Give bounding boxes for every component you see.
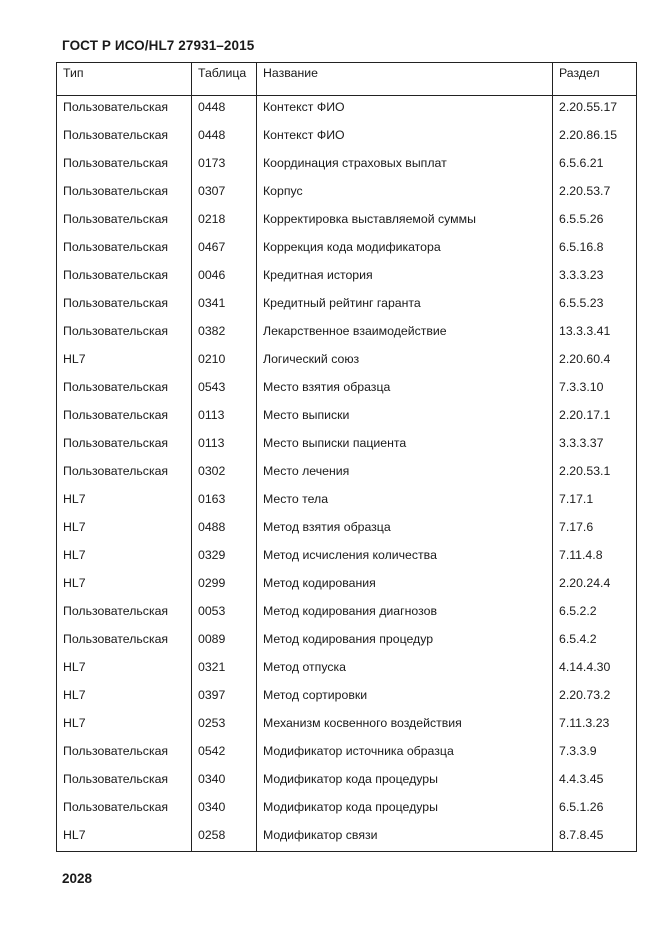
- cell-table-code: 0340: [192, 768, 257, 796]
- cell-name: Метод кодирования процедур: [257, 628, 553, 656]
- cell-type: Пользовательская: [57, 264, 192, 292]
- column-header-table: Таблица: [192, 63, 257, 96]
- cell-table-code: 0299: [192, 572, 257, 600]
- table-row: [57, 740, 637, 768]
- cell-table-code: 0382: [192, 320, 257, 348]
- cell-section: 6.5.16.8: [553, 236, 637, 264]
- cell-type: HL7: [57, 488, 192, 516]
- cell-table-code: 0488: [192, 516, 257, 544]
- table-body: [57, 96, 637, 852]
- cell-table-code: 0173: [192, 152, 257, 180]
- cell-section: 2.20.17.1: [553, 404, 637, 432]
- cell-section: 6.5.2.2: [553, 600, 637, 628]
- cell-type: Пользовательская: [57, 96, 192, 124]
- table-row: [57, 432, 637, 460]
- cell-name: Метод кодирования диагнозов: [257, 600, 553, 628]
- cell-table-code: 0329: [192, 544, 257, 572]
- cell-type: Пользовательская: [57, 376, 192, 404]
- cell-name: Место лечения: [257, 460, 553, 488]
- cell-section: 8.7.8.45: [553, 824, 637, 852]
- cell-name: Метод взятия образца: [257, 516, 553, 544]
- cell-table-code: 0218: [192, 208, 257, 236]
- cell-name: Корпус: [257, 180, 553, 208]
- cell-table-code: 0113: [192, 432, 257, 460]
- table-row: [57, 684, 637, 712]
- tables-index-table: [56, 62, 637, 852]
- cell-type: Пользовательская: [57, 432, 192, 460]
- cell-section: 6.5.5.26: [553, 208, 637, 236]
- cell-table-code: 0053: [192, 600, 257, 628]
- cell-section: 3.3.3.23: [553, 264, 637, 292]
- cell-table-code: 0321: [192, 656, 257, 684]
- cell-name: Модификатор связи: [257, 824, 553, 852]
- cell-name: Кредитный рейтинг гаранта: [257, 292, 553, 320]
- cell-name: Модификатор кода процедуры: [257, 768, 553, 796]
- cell-table-code: 0113: [192, 404, 257, 432]
- cell-section: 2.20.73.2: [553, 684, 637, 712]
- cell-name: Место взятия образца: [257, 376, 553, 404]
- table-row: [57, 404, 637, 432]
- cell-section: 7.17.6: [553, 516, 637, 544]
- cell-section: 2.20.53.1: [553, 460, 637, 488]
- cell-type: Пользовательская: [57, 796, 192, 824]
- cell-name: Механизм косвенного воздействия: [257, 712, 553, 740]
- cell-name: Модификатор кода процедуры: [257, 796, 553, 824]
- table-row: [57, 236, 637, 264]
- table-row: [57, 656, 637, 684]
- cell-table-code: 0448: [192, 96, 257, 124]
- cell-section: 2.20.55.17: [553, 96, 637, 124]
- cell-name: Метод сортировки: [257, 684, 553, 712]
- cell-name: Кредитная история: [257, 264, 553, 292]
- cell-type: Пользовательская: [57, 600, 192, 628]
- cell-table-code: 0341: [192, 292, 257, 320]
- cell-type: HL7: [57, 516, 192, 544]
- cell-table-code: 0542: [192, 740, 257, 768]
- cell-section: 2.20.24.4: [553, 572, 637, 600]
- cell-name: Контекст ФИО: [257, 124, 553, 152]
- cell-table-code: 0258: [192, 824, 257, 852]
- cell-name: Контекст ФИО: [257, 96, 553, 124]
- cell-type: Пользовательская: [57, 124, 192, 152]
- cell-section: 4.14.4.30: [553, 656, 637, 684]
- cell-section: 2.20.53.7: [553, 180, 637, 208]
- cell-type: Пользовательская: [57, 152, 192, 180]
- cell-name: Место выписки: [257, 404, 553, 432]
- table-row: [57, 264, 637, 292]
- cell-name: Координация страховых выплат: [257, 152, 553, 180]
- page-number: 2028: [62, 871, 93, 886]
- table-row: [57, 544, 637, 572]
- cell-type: Пользовательская: [57, 208, 192, 236]
- cell-table-code: 0046: [192, 264, 257, 292]
- table-row: [57, 488, 637, 516]
- cell-table-code: 0210: [192, 348, 257, 376]
- table-row: [57, 152, 637, 180]
- cell-type: HL7: [57, 656, 192, 684]
- cell-name: Лекарственное взаимодействие: [257, 320, 553, 348]
- cell-section: 7.17.1: [553, 488, 637, 516]
- column-header-name: Название: [257, 63, 553, 96]
- table-row: [57, 180, 637, 208]
- table-row: [57, 572, 637, 600]
- cell-name: Коррекция кода модификатора: [257, 236, 553, 264]
- cell-type: Пользовательская: [57, 404, 192, 432]
- cell-section: 13.3.3.41: [553, 320, 637, 348]
- cell-section: 6.5.1.26: [553, 796, 637, 824]
- document-header: ГОСТ Р ИСО/HL7 27931–2015: [62, 38, 255, 53]
- cell-table-code: 0543: [192, 376, 257, 404]
- cell-table-code: 0089: [192, 628, 257, 656]
- table-row: [57, 460, 637, 488]
- table-row: [57, 516, 637, 544]
- table-row: [57, 208, 637, 236]
- cell-section: 6.5.4.2: [553, 628, 637, 656]
- table-row: [57, 824, 637, 852]
- cell-table-code: 0397: [192, 684, 257, 712]
- table-row: [57, 768, 637, 796]
- cell-section: 7.3.3.9: [553, 740, 637, 768]
- cell-type: Пользовательская: [57, 628, 192, 656]
- cell-type: HL7: [57, 572, 192, 600]
- cell-type: HL7: [57, 544, 192, 572]
- cell-section: 7.11.3.23: [553, 712, 637, 740]
- cell-type: Пользовательская: [57, 236, 192, 264]
- cell-name: Метод кодирования: [257, 572, 553, 600]
- cell-name: Метод отпуска: [257, 656, 553, 684]
- cell-section: 6.5.5.23: [553, 292, 637, 320]
- cell-table-code: 0307: [192, 180, 257, 208]
- cell-type: Пользовательская: [57, 460, 192, 488]
- cell-type: Пользовательская: [57, 768, 192, 796]
- cell-type: HL7: [57, 824, 192, 852]
- cell-section: 4.4.3.45: [553, 768, 637, 796]
- cell-type: Пользовательская: [57, 740, 192, 768]
- cell-type: Пользовательская: [57, 292, 192, 320]
- cell-table-code: 0253: [192, 712, 257, 740]
- table-row: [57, 600, 637, 628]
- cell-table-code: 0467: [192, 236, 257, 264]
- table-row: [57, 124, 637, 152]
- cell-table-code: 0448: [192, 124, 257, 152]
- cell-name: Метод исчисления количества: [257, 544, 553, 572]
- cell-type: HL7: [57, 348, 192, 376]
- column-header-section: Раздел: [553, 63, 637, 96]
- cell-name: Логический союз: [257, 348, 553, 376]
- table-row: [57, 320, 637, 348]
- cell-section: 6.5.6.21: [553, 152, 637, 180]
- cell-name: Место выписки пациента: [257, 432, 553, 460]
- cell-section: 2.20.86.15: [553, 124, 637, 152]
- cell-section: 7.11.4.8: [553, 544, 637, 572]
- cell-section: 3.3.3.37: [553, 432, 637, 460]
- cell-table-code: 0163: [192, 488, 257, 516]
- table-row: [57, 628, 637, 656]
- column-header-type: Тип: [57, 63, 192, 96]
- cell-name: Корректировка выставляемой суммы: [257, 208, 553, 236]
- table-row: [57, 96, 637, 124]
- cell-table-code: 0340: [192, 796, 257, 824]
- cell-type: HL7: [57, 684, 192, 712]
- cell-type: Пользовательская: [57, 180, 192, 208]
- cell-table-code: 0302: [192, 460, 257, 488]
- table-header-row: [57, 63, 637, 96]
- cell-type: HL7: [57, 712, 192, 740]
- table-row: [57, 712, 637, 740]
- table-row: [57, 796, 637, 824]
- table-row: [57, 376, 637, 404]
- cell-section: 7.3.3.10: [553, 376, 637, 404]
- cell-type: Пользовательская: [57, 320, 192, 348]
- table-row: [57, 292, 637, 320]
- cell-section: 2.20.60.4: [553, 348, 637, 376]
- table-row: [57, 348, 637, 376]
- cell-name: Модификатор источника образца: [257, 740, 553, 768]
- cell-name: Место тела: [257, 488, 553, 516]
